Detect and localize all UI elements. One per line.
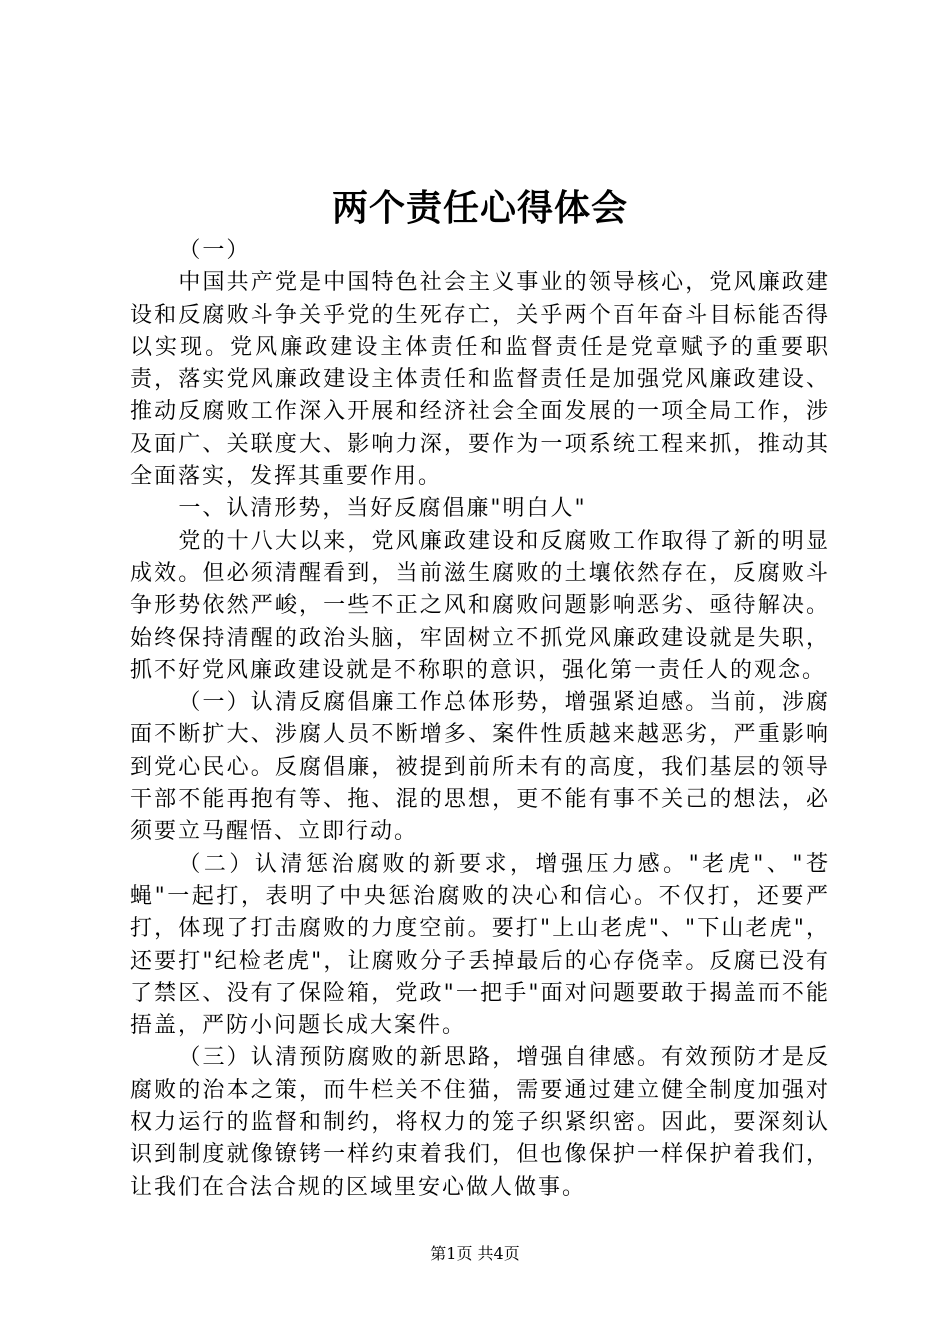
paragraph-point-1: （一）认清反腐倡廉工作总体形势，增强紧迫感。当前，涉腐面不断扩大、涉腐人员不断增多、案件性质越来越恶劣，严重影响到党心民心。反腐倡廉，被提到前所未有的高度，我们基层的领导干部不能再抱有等、拖、混的思想，更不能有事不关己的想法，必须要立马醒悟、立即行动。 [130,690,830,845]
paragraph-point-3: （三）认清预防腐败的新思路，增强自律感。有效预防才是反腐败的治本之策，而牛栏关不住猫，需要通过建立健全制度加强对权力运行的监督和制约，将权力的笼子织紧织密。因此，要深刻认识到制度就像镣铐一样约束着我们，但也像保护一样保护着我们，让我们在合法合规的区域里安心做人做事。 [130,1045,830,1200]
paragraph-section-marker: （一） [178,238,251,263]
document-body [130,235,830,1204]
document-title: 两个责任心得体会 [331,187,628,229]
paragraph-intro: 中国共产党是中国特色社会主义事业的领导核心，党风廉政建设和反腐败斗争关乎党的生死存亡，关乎两个百年奋斗目标能否得以实现。党风廉政建设主体责任和监督责任是党章赋予的重要职责，落实党风廉政建设主体责任和监督责任是加强党风廉政建设、推动反腐败工作深入开展和经济社会全面发展的一项全局工作，涉及面广、关联度大、影响力深，要作为一项系统工程来抓，推动其全面落实，发挥其重要作用。 [130,270,830,490]
section-heading-1: 一、认清形势，当好反腐倡廉"明白人" [178,496,587,522]
paragraph-point-2: （二）认清惩治腐败的新要求，增强压力感。"老虎"、"苍蝇"一起打，表明了中央惩治腐败的决心和信心。不仅打，还要严打，体现了打击腐败的力度空前。要打"上山老虎"、"下山老虎"，还要打"纪检老虎"，让腐败分子丢掉最后的心存侥幸。反腐已没有了禁区、没有了保险箱，党政"一把手"面对问题要敢于揭盖而不能捂盖，严防小问题长成大案件。 [130,851,830,1039]
paragraph-situation: 党的十八大以来，党风廉政建设和反腐败工作取得了新的明显成效。但必须清醒看到，当前滋生腐败的土壤依然存在，反腐败斗争形势依然严峻，一些不正之风和腐败问题影响恶劣、亟待解决。始终保持清醒的政治头脑，牢固树立不抓党风廉政建设就是失职，抓不好党风廉政建设就是不称职的意识，强化第一责任人的观念。 [130,528,830,683]
document-page [130,183,830,1204]
page-footer: 第1页 共4页 [430,1244,520,1263]
